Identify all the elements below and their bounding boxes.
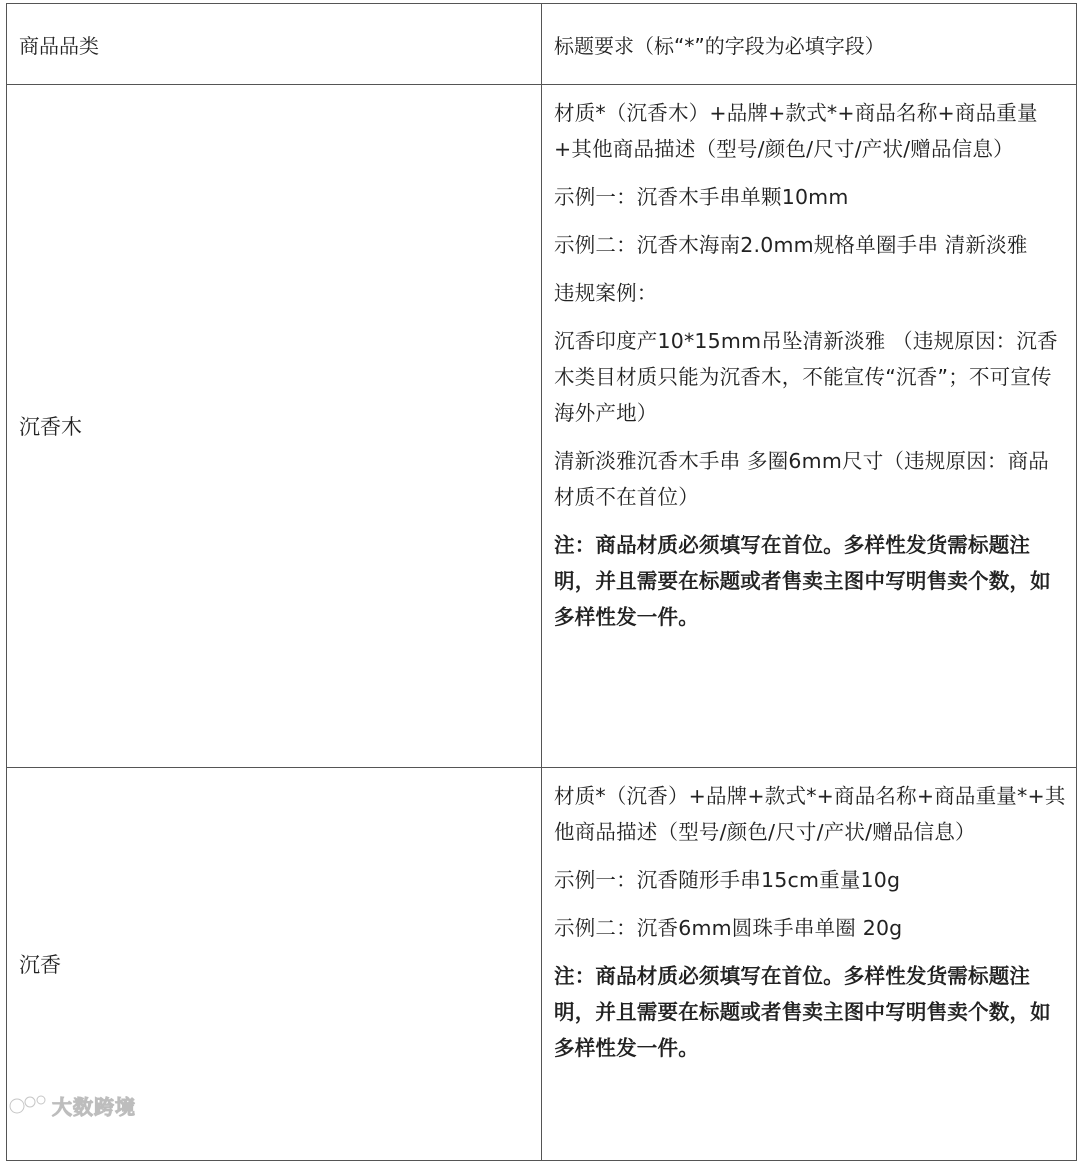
title-requirements-table: [6, 3, 1077, 1161]
requirement-line: 材质*（沉香木）+品牌+款式*+商品名称+商品重量+其他商品描述（型号/颜色/尺寸/产状/赠品信息）: [554, 101, 1038, 161]
watermark: [8, 1091, 136, 1119]
requirement-note: 注：商品材质必须填写在首位。多样性发货需标题注明，并且需要在标题或者售卖主图中写明售卖个数，如多样性发一件。: [554, 964, 1051, 1060]
category-cell: 沉香木: [7, 85, 542, 768]
requirement-line: 沉香印度产10*15mm吊坠清新淡雅 （违规原因：沉香木类目材质只能为沉香木，不能宣传“沉香”；不可宣传海外产地）: [554, 329, 1058, 425]
requirement-cell: [542, 85, 1077, 768]
brand-logo-icon: [8, 1092, 48, 1118]
requirement-line: 示例二：沉香6mm圆珠手串单圈 20g: [554, 916, 903, 940]
table-row: [7, 85, 1077, 768]
requirement-cell: [542, 768, 1077, 1161]
requirement-line: 示例一：沉香随形手串15cm重量10g: [554, 868, 901, 892]
header-category: 商品品类: [7, 4, 542, 85]
requirement-line: 示例一：沉香木手串单颗10mm: [554, 185, 849, 209]
requirement-note: 注：商品材质必须填写在首位。多样性发货需标题注明，并且需要在标题或者售卖主图中写明售卖个数，如多样性发一件。: [554, 533, 1051, 629]
requirement-line: 示例二：沉香木海南2.0mm规格单圈手串 清新淡雅: [554, 233, 1028, 257]
requirement-line: 材质*（沉香）+品牌+款式*+商品名称+商品重量*+其他商品描述（型号/颜色/尺寸/产状/赠品信息）: [554, 784, 1066, 844]
table-header-row: [7, 4, 1077, 85]
table-row: [7, 768, 1077, 1161]
requirement-line: 违规案例：: [554, 281, 658, 305]
requirement-line: 清新淡雅沉香木手串 多圈6mm尺寸（违规原因：商品材质不在首位）: [554, 449, 1049, 509]
watermark-text: 大数跨境: [52, 1094, 136, 1119]
category-cell: 沉香: [7, 768, 542, 1161]
header-requirement: 标题要求（标“*”的字段为必填字段）: [542, 4, 1077, 85]
